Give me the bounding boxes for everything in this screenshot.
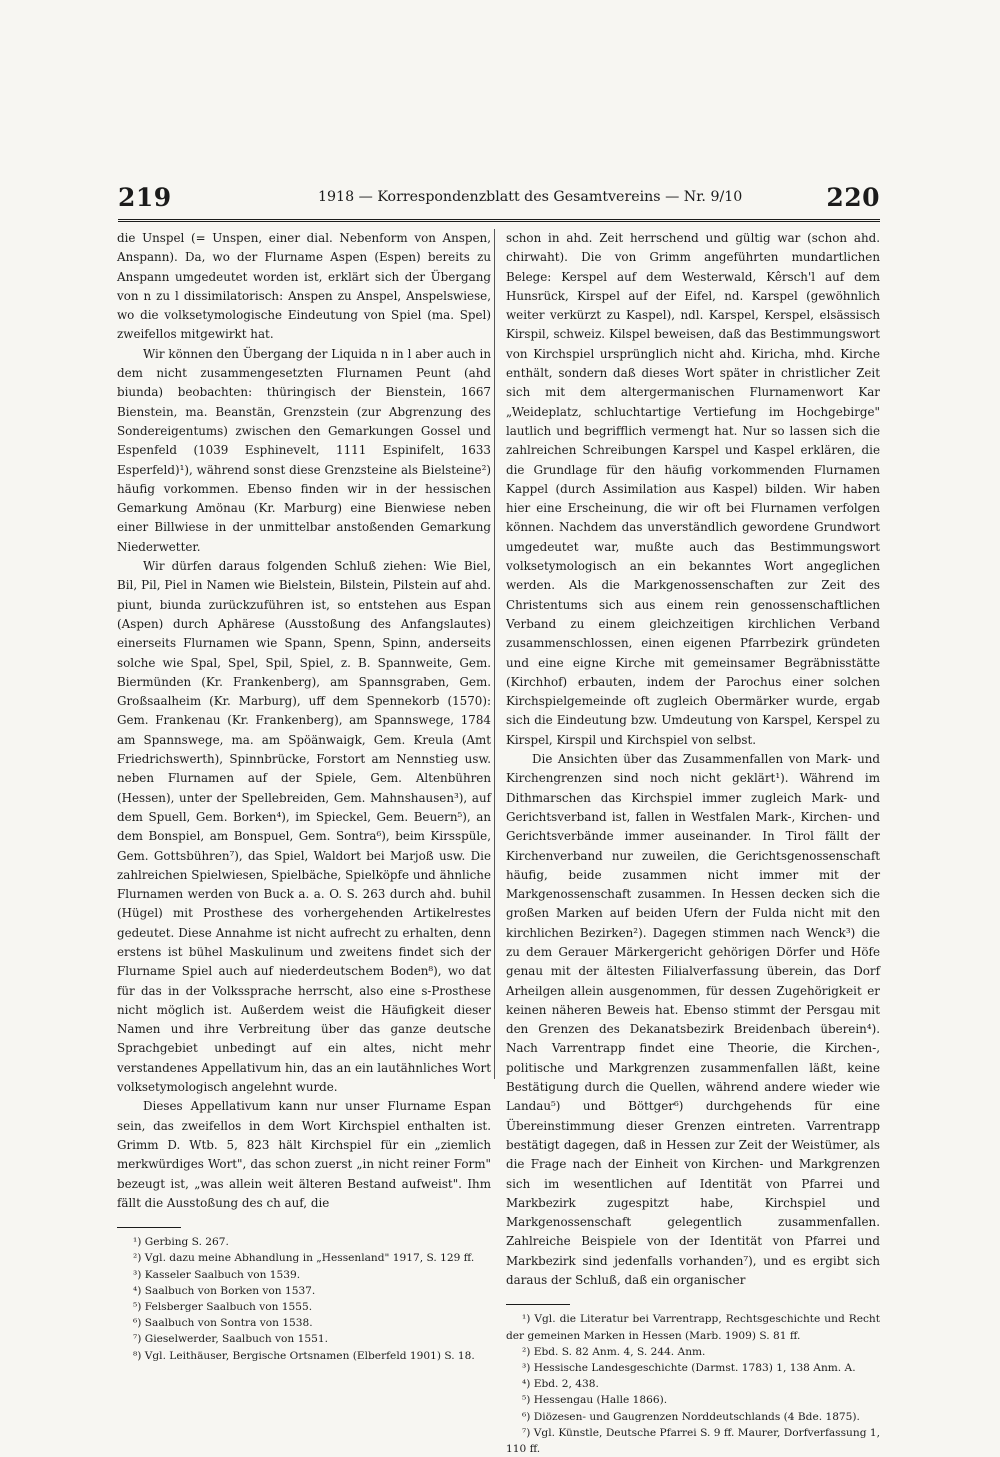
footnote: ⁷) Gieselwerder, Saalbuch von 1551. — [133, 1333, 328, 1346]
paragraph: die Unspel (= Unspen, einer dial. Nebenform von Anspen, Anspann). Da, wo der Flurname Aspen (Espen) bereits zu Anspann umgedeutet worden ist, erklärt sich der Übergang von n zu l dissimilatorisch: Anspen zu Anspel, Anspelswiese, wo die volksetymologische Eindeutung von Spiel (ma. Spel) zweifellos mitgewirkt hat. — [117, 231, 491, 342]
page-number-right: 220 — [826, 183, 880, 212]
footnote: ¹) Gerbing S. 267. — [133, 1236, 229, 1249]
footnote: ⁶) Saalbuch von Sontra von 1538. — [133, 1317, 313, 1330]
footnote-rule — [506, 1304, 570, 1305]
footnote-rule — [117, 1227, 181, 1228]
running-title: 1918 — Korrespondenzblatt des Gesamtvereins — Nr. 9/10 — [318, 189, 743, 205]
footnote: ⁵) Hessengau (Halle 1866). — [522, 1394, 668, 1407]
footnotes-left — [117, 1234, 491, 1364]
footnote: ⁵) Felsberger Saalbuch von 1555. — [133, 1300, 313, 1313]
footnote: ⁷) Vgl. Künstle, Deutsche Pfarrei S. 9 ff. Maurer, Dorfverfassung 1, 110 ff. — [506, 1426, 880, 1455]
footnote: ⁴) Ebd. 2, 438. — [522, 1378, 599, 1391]
paragraph: schon in ahd. Zeit herrschend und gültig war (schon ahd. chirwaht). Die von Grimm angeführten mundartlichen Belege: Kerspel auf dem Westerwald, Kêrsch'l auf dem Hunsrück, Kirspel auf der Eifel, nd. Karspel (gewöhnlich weiter verkürzt zu Kaspel), ndl. Karspel, Kerspel, elsässisch Kirspil, schweiz. Kilspel beweisen, daß das Bestimmungswort von Kirchspiel ursprünglich nicht ahd. Kiricha, mhd. Kirche enthält, sondern daß dieses Wort später in christlicher Zeit sich mit dem altergermanischen Flurnamenwort Kar „Weideplatz, schluchtartige Vertiefung im Hochgebirge" lautlich und begrifflich vermengt hat. Nur so lassen sich die zahlreichen Schreibungen Karspel und Kaspel erklären, die die Grundlage für den häufig vorkommenden Flurnamen Kappel (durch Assimilation aus Kaspel) bilden. Wir haben hier eine Erscheinung, die wir oft bei Flurnamen verfolgen können. Nachdem das unverständlich gewordene Grundwort umgedeutet war, mußte auch das Bestimmungswort volksetymologisch an ein bekanntes Wort angeglichen werden. Als die Markgenossenschaften zur Zeit des Christentums sich aus einem rein genossenschaftlichen Verband zu einem gleichzeitigen kirchlichen Verband zusammenschlossen, einen eigenen Pfarrbezirk gründeten und eine eigne Kirche mit gemeinsamer Begräbnisstätte (Kirchhof) erbauten, indem der Parochus einer solchen Kirchspielgemeinde oft zugleich Obermärker wurde, ergab sich die Eindeutung bzw. Umdeutung von Karspel, Kerspel zu Kirspel, Kirspil und Kirchspiel von selbst. — [506, 231, 880, 747]
footnote: ²) Ebd. S. 82 Anm. 4, S. 244. Anm. — [522, 1345, 706, 1358]
running-header — [118, 183, 880, 217]
paragraph: Wir dürfen daraus folgenden Schluß ziehen: Wie Biel, Bil, Pil, Piel in Namen wie Bielstein, Bilstein, Pilstein auf ahd. piunt, biunda zurückzuführen ist, so entstehen aus Espan (Aspen) durch Aphärese (Ausstoßung des Anfangslautes) einerseits Flurnamen wie Spann, Spenn, Spinn, anderseits solche wie Spal, Spel, Spil, Spiel, z. B. Spannweite, Gem. Biermünden (Kr. Frankenberg), am Spannsgraben, Gem. Großsaalheim (Kr. Marburg), uff dem Spennekorb (1570): Gem. Frankenau (Kr. Frankenberg), am Spannswege, 1784 am Spannswege, ma. am Spöänwaigk, Gem. Kreula (Amt Friedrichswerth), Spinnbrücke, Forstort am Nennstieg usw. neben Flurnamen auf der Spiele, Gem. Altenbühren (Hessen), unter der Spellebreiden, Gem. Mahnshausen³), auf dem Spuell, Gem. Borken⁴), im Spieckel, Gem. Beuern⁵), an dem Bonspiel, am Bonspuel, Gem. Sontra⁶), beim Kirsspüle, Gem. Gottsbühren⁷), das Spiel, Waldort bei Marjoß usw. Die zahlreichen Spielwiesen, Spielbäche, Spielköpfe und ähnliche Flurnamen werden von Buck a. a. O. S. 263 durch ahd. buhil (Hügel) mit Prosthese des vorhergehenden Artikelrestes gedeutet. Diese Annahme ist nicht aufrecht zu erhalten, denn erstens ist bühel Maskulinum und zweitens findet sich der Flurname Spiel auch auf niederdeutschem Boden⁸), wo dat für das in der Volkssprache herrscht, also eine s-Prosthese nicht möglich ist. Außerdem weist die Häufigkeit dieser Namen und ihre Verbreitung über das ganze deutsche Sprachgebiet unbedingt auf ein altes, nicht mehr verstandenes Appellativum hin, das an ein lautähnliches Wort volksetymologisch angelehnt wurde. — [117, 559, 491, 1095]
left-column — [117, 229, 491, 1364]
footnote: ⁴) Saalbuch von Borken von 1537. — [133, 1284, 316, 1297]
page-number-left: 219 — [118, 183, 172, 212]
footnote: ³) Hessische Landesgeschichte (Darmst. 1783) 1, 138 Anm. A. — [522, 1361, 856, 1374]
footnote: ⁸) Vgl. Leithäuser, Bergische Ortsnamen (Elberfeld 1901) S. 18. — [133, 1349, 475, 1362]
header-rule — [118, 219, 880, 222]
right-column — [506, 229, 880, 1457]
paragraph: Die Ansichten über das Zusammenfallen von Mark- und Kirchengrenzen sind noch nicht geklärt¹). Während im Dithmarschen das Kirchspiel immer zugleich Mark- und Gerichtsverband ist, fallen in Westfalen Mark-, Kirchen- und Gerichtsverbände immer auseinander. In Tirol fällt der Kirchenverband nur zuweilen, die Gerichtsgenossenschaft häufig, beide zusammen nicht immer mit der Markgenossenschaft zusammen. In Hessen decken sich die großen Marken auf beiden Ufern der Fulda nicht mit den kirchlichen Bezirken²). Dagegen stimmen nach Wenck³) die zu dem Gerauer Märkergericht gehörigen Dörfer und Höfe genau mit der ältesten Filialverfassung überein, das Dorf Arheilgen allein ausgenommen, für dessen Zugehörigkeit er keinen näheren Beweis hat. Ebenso stimmt der Persgau mit den Grenzen des Dekanatsbezirk Breidenbach überein⁴). Nach Varrentrapp findet eine Theorie, die Kirchen-, politische und Markgrenzen zusammenfallen läßt, keine Bestätigung durch die Quellen, während andere wieder wie Landau⁵) und Böttger⁶) durchgehends für eine Übereinstimmung dieser Grenzen eintreten. Varrentrapp bestätigt dagegen, daß in Hessen zur Zeit der Weistümer, als die Frage nach der Einheit von Kirchen- und Markgrenzen sich im wesentlichen auf Identität von Pfarrei und Markbezirk zugespitzt habe, Kirchspiel und Markgenossenschaft gelegentlich zusammenfallen. Zahlreiche Beispiele von der Identität von Pfarrei und Markbezirk sind jedenfalls vorhanden⁷), und es ergibt sich daraus der Schluß, daß ein organischer — [506, 752, 880, 1288]
column-divider — [494, 229, 495, 1079]
paragraph: Wir können den Übergang der Liquida n in l aber auch in dem nicht zusammengesetzten Flurnamen Peunt (ahd biunda) beobachten: thüringisch der Bienstein, 1667 Bienstein, ma. Beanstän, Grenzstein (zur Abgrenzung des Sondereigentums) zwischen den Gemarkungen Gossel und Espenfeld (1039 Esphinevelt, 1111 Espinifelt, 1633 Esperfeld)¹), während sonst diese Grenzsteine als Bielsteine²) häufig vorkommen. Ebenso finden wir in der hessischen Gemarkung Amönau (Kr. Marburg) eine Bienwiese neben einer Billwiese in der unmittelbar anstoßenden Gemarkung Niederwetter. — [117, 346, 491, 554]
footnote: ¹) Vgl. die Literatur bei Varrentrapp, Rechtsgeschichte und Recht der gemeinen Marken in Hessen (Marb. 1909) S. 81 ff. — [506, 1313, 880, 1342]
paragraph: Dieses Appellativum kann nur unser Flurname Espan sein, das zweifellos in dem Wort Kirchspiel enthalten ist. Grimm D. Wtb. 5, 823 hält Kirchspiel für ein „ziemlich merkwürdiges Wort", das schon zuerst „in nicht reiner Form" bezeugt ist, „was allein weit älteren Bestand aufweist". Ihm fällt die Ausstoßung des ch auf, die — [117, 1099, 491, 1210]
footnote: ⁶) Diözesen- und Gaugrenzen Norddeutschlands (4 Bde. 1875). — [522, 1410, 860, 1423]
footnote: ²) Vgl. dazu meine Abhandlung in „Hessenland" 1917, S. 129 ff. — [133, 1252, 475, 1265]
footnotes-right — [506, 1311, 880, 1457]
footnote: ³) Kasseler Saalbuch von 1539. — [133, 1268, 301, 1281]
